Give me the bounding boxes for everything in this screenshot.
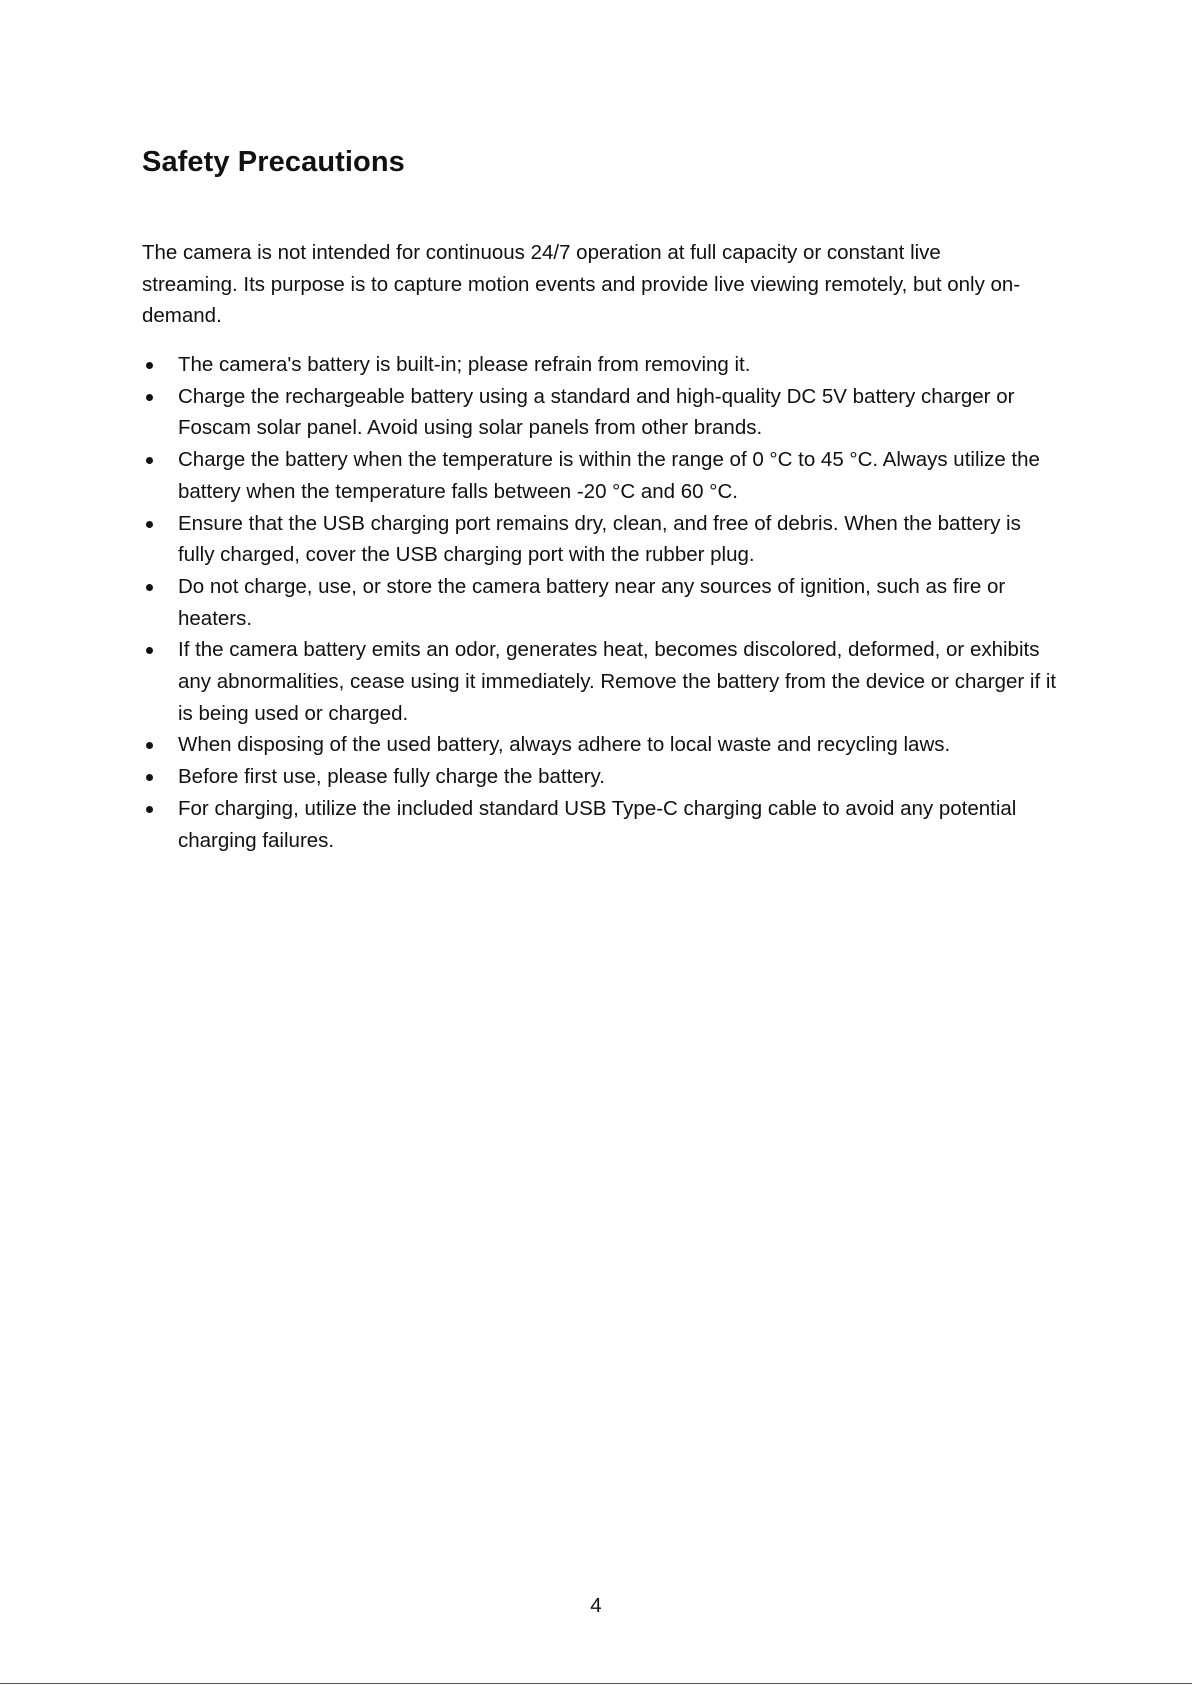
- bullet-icon: [146, 647, 153, 654]
- list-item-text: Charge the battery when the temperature is within the range of 0 °C to 45 °C. Always utilize the battery when the temperature falls between -20 °C and 60 °C.: [178, 448, 1040, 503]
- list-item: [142, 508, 1062, 571]
- list-item: [142, 349, 1062, 381]
- bullet-icon: [146, 806, 153, 813]
- list-item: [142, 793, 1062, 856]
- list-item: [142, 571, 1062, 634]
- list-item: [142, 634, 1062, 729]
- page-number: 4: [590, 1594, 602, 1617]
- list-item-text: Do not charge, use, or store the camera battery near any sources of ignition, such as fire or heaters.: [178, 574, 1006, 630]
- bullet-icon: [146, 457, 153, 464]
- bullet-icon: [146, 774, 153, 781]
- list-item: [142, 761, 1062, 793]
- list-item-text: For charging, utilize the included standard USB Type-C charging cable to avoid any potential charging failures.: [178, 796, 1017, 852]
- list-item: [142, 381, 1062, 444]
- bullet-icon: [146, 521, 153, 528]
- bullet-icon: [146, 742, 153, 749]
- list-item: [142, 729, 1062, 761]
- bullet-icon: [146, 362, 153, 369]
- list-item-text: When disposing of the used battery, always adhere to local waste and recycling laws.: [178, 733, 951, 757]
- list-item-text: The camera's battery is built-in; please refrain from removing it.: [178, 353, 751, 376]
- list-item-text: If the camera battery emits an odor, generates heat, becomes discolored, deformed, or exhibits any abnormalities, cease using it immediately. Remove the battery from the device or charger if it is being used or charged.: [178, 638, 1057, 725]
- list-item-text: Ensure that the USB charging port remains dry, clean, and free of debris. When the battery is fully charged, cover the USB charging port with the rubber plug.: [178, 511, 1021, 567]
- bullet-icon: [146, 394, 153, 401]
- list-item: [142, 444, 1062, 507]
- list-item-text: Before first use, please fully charge the battery.: [178, 765, 605, 789]
- safety-list: [142, 349, 1062, 856]
- list-item-text: Charge the rechargeable battery using a standard and high-quality DC 5V battery charger or Foscam solar panel. Avoid using solar panels from other brands.: [178, 384, 1015, 440]
- bullet-icon: [146, 584, 153, 591]
- page-title: Safety Precautions: [142, 146, 405, 178]
- page-bottom-divider: [0, 1683, 1192, 1684]
- intro-paragraph: The camera is not intended for continuous 24/7 operation at full capacity or constant live streaming. Its purpose is to capture motion events and provide live viewing remotely, but only on-demand.: [142, 241, 1021, 328]
